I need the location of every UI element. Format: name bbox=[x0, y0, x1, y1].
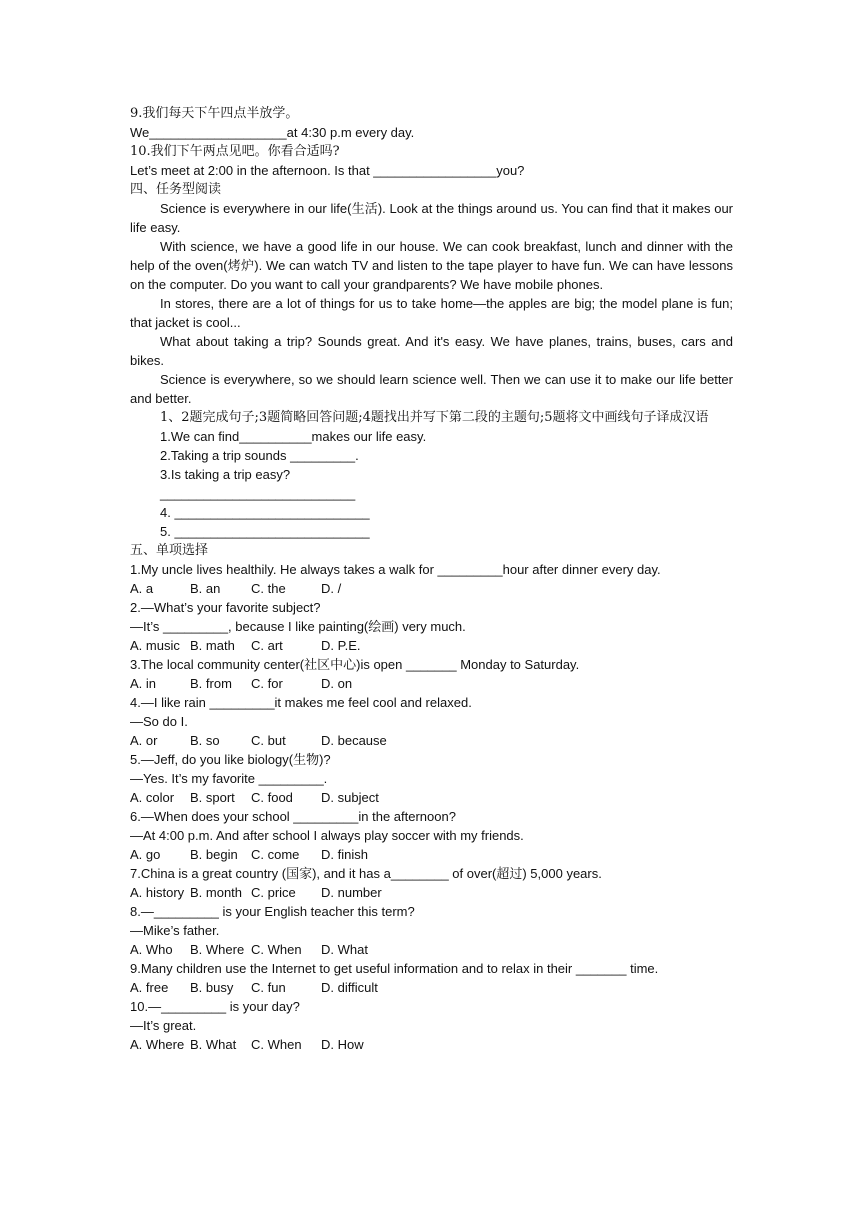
answer-option: A. a bbox=[130, 581, 154, 596]
question-stem: 8.—_________ is your English teacher this term? bbox=[130, 904, 415, 919]
answer-option: A. history bbox=[130, 885, 185, 900]
answer-option: A. music bbox=[130, 638, 180, 653]
answer-options bbox=[130, 940, 733, 959]
translation-item-10-chinese: 10.我们下午两点见吧。你看合适吗? bbox=[130, 144, 340, 159]
task-instruction: 1、2题完成句子;3题简略回答问题;4题找出并写下第二段的主题句;5题将文中画线句子译成汉语 bbox=[160, 410, 709, 425]
answer-option: B. Where bbox=[190, 942, 245, 957]
answer-options bbox=[130, 788, 733, 807]
reading-paragraph: What about taking a trip? Sounds great. And it's easy. We have planes, trains, buses, cars and bikes. bbox=[130, 334, 733, 368]
question-stem: 2.—What’s your favorite subject? bbox=[130, 600, 321, 615]
question-item bbox=[130, 902, 733, 959]
answer-option: D. finish bbox=[321, 847, 368, 862]
answer-option: C. When bbox=[251, 942, 302, 957]
translation-item-9-chinese: 9.我们每天下午四点半放学。 bbox=[130, 106, 299, 121]
answer-option: C. fun bbox=[251, 980, 286, 995]
answer-option: B. an bbox=[190, 581, 221, 596]
translation-item-10-english: Let’s meet at 2:00 in the afternoon. Is that _________________you? bbox=[130, 163, 525, 178]
answer-option: B. busy bbox=[190, 980, 234, 995]
answer-option: D. difficult bbox=[321, 980, 378, 995]
question-stem: 4.—I like rain _________it makes me feel cool and relaxed. bbox=[130, 695, 472, 710]
reading-paragraph: In stores, there are a lot of things for us to take home—the apples are big; the model plane is fun; that jacket is cool... bbox=[130, 296, 733, 330]
answer-option: B. sport bbox=[190, 790, 235, 805]
question-item bbox=[130, 655, 733, 693]
answer-option: D. on bbox=[321, 676, 353, 691]
answer-option: C. price bbox=[251, 885, 296, 900]
translation-section-tail bbox=[130, 104, 733, 180]
answer-options bbox=[130, 1035, 733, 1054]
reading-paragraph: Science is everywhere in our life(生活). Look at the things around us. You can find that it makes our life easy. bbox=[130, 201, 733, 235]
answer-option: A. in bbox=[130, 676, 157, 691]
answer-option: C. the bbox=[251, 581, 286, 596]
answer-option: B. math bbox=[190, 638, 235, 653]
task-question: 3.Is taking a trip easy? bbox=[160, 467, 291, 482]
question-item bbox=[130, 750, 733, 807]
answer-options bbox=[130, 883, 733, 902]
answer-option: D. What bbox=[321, 942, 368, 957]
question-item bbox=[130, 807, 733, 864]
question-dialogue-line: —It’s _________, because I like painting(绘画) very much. bbox=[130, 619, 466, 634]
question-dialogue-line: —It’s great. bbox=[130, 1018, 197, 1033]
question-dialogue-line: —Yes. It’s my favorite _________. bbox=[130, 771, 328, 786]
answer-options bbox=[130, 579, 733, 598]
multiple-choice-section bbox=[130, 541, 733, 1054]
question-stem: 5.—Jeff, do you like biology(生物)? bbox=[130, 752, 331, 767]
answer-option: D. / bbox=[321, 581, 342, 596]
question-stem: 10.—_________ is your day? bbox=[130, 999, 300, 1014]
task-reading-section bbox=[130, 180, 733, 541]
answer-option: B. month bbox=[190, 885, 243, 900]
question-item bbox=[130, 997, 733, 1054]
question-stem: 9.Many children use the Internet to get useful information and to relax in their _______ time. bbox=[130, 961, 659, 976]
answer-options bbox=[130, 978, 733, 997]
task-question: 1.We can find__________makes our life easy. bbox=[160, 429, 427, 444]
task-question: 2.Taking a trip sounds _________. bbox=[160, 448, 359, 463]
answer-option: A. Who bbox=[130, 942, 173, 957]
question-stem: 7.China is a great country (国家), and it has a________ of over(超过) 5,000 years. bbox=[130, 866, 602, 881]
question-item bbox=[130, 959, 733, 997]
task-question: 5. ___________________________ bbox=[160, 524, 370, 539]
question-dialogue-line: —Mike’s father. bbox=[130, 923, 220, 938]
answer-option: A. or bbox=[130, 733, 158, 748]
worksheet-page bbox=[130, 104, 733, 1054]
answer-option: B. What bbox=[190, 1037, 237, 1052]
answer-option: B. from bbox=[190, 676, 232, 691]
question-stem: 1.My uncle lives healthily. He always takes a walk for _________hour after dinner every day. bbox=[130, 562, 661, 577]
question-item bbox=[130, 864, 733, 902]
section-heading: 四、任务型阅读 bbox=[130, 182, 222, 197]
question-dialogue-line: —So do I. bbox=[130, 714, 188, 729]
task-question: 4. ___________________________ bbox=[160, 505, 370, 520]
answer-option: D. subject bbox=[321, 790, 379, 805]
question-item bbox=[130, 693, 733, 750]
answer-option: A. free bbox=[130, 980, 169, 995]
answer-options bbox=[130, 636, 733, 655]
answer-option: A. color bbox=[130, 790, 175, 805]
answer-option: D. P.E. bbox=[321, 638, 361, 653]
answer-option: D. number bbox=[321, 885, 382, 900]
answer-option: D. because bbox=[321, 733, 387, 748]
answer-option: C. When bbox=[251, 1037, 302, 1052]
answer-option: C. come bbox=[251, 847, 300, 862]
answer-options bbox=[130, 731, 733, 750]
answer-option: B. so bbox=[190, 733, 220, 748]
translation-item-9-english: We___________________at 4:30 p.m every day. bbox=[130, 125, 415, 140]
answer-option: A. go bbox=[130, 847, 161, 862]
reading-paragraph: Science is everywhere, so we should learn science well. Then we can use it to make our life better and better. bbox=[130, 372, 733, 406]
question-stem: 3.The local community center(社区中心)is open _______ Monday to Saturday. bbox=[130, 657, 580, 672]
answer-options bbox=[130, 845, 733, 864]
answer-option: C. art bbox=[251, 638, 283, 653]
question-dialogue-line: —At 4:00 p.m. And after school I always play soccer with my friends. bbox=[130, 828, 524, 843]
question-stem: 6.—When does your school _________in the afternoon? bbox=[130, 809, 456, 824]
answer-option: C. food bbox=[251, 790, 293, 805]
answer-option: B. begin bbox=[190, 847, 238, 862]
question-item bbox=[130, 598, 733, 655]
answer-option: C. for bbox=[251, 676, 283, 691]
answer-option: A. Where bbox=[130, 1037, 185, 1052]
question-item bbox=[130, 560, 733, 598]
answer-option: D. How bbox=[321, 1037, 364, 1052]
section-heading: 五、单项选择 bbox=[130, 543, 209, 558]
answer-option: C. but bbox=[251, 733, 286, 748]
answer-options bbox=[130, 674, 733, 693]
answer-line: ___________________________ bbox=[160, 486, 356, 501]
question-list bbox=[130, 560, 733, 1054]
reading-paragraph: With science, we have a good life in our house. We can cook breakfast, lunch and dinner with the help of the oven(烤炉). We can watch TV and listen to the tape player to have fun. We can have lessons on the computer. Do you want to call your grandparents? We have mobile phones. bbox=[130, 239, 733, 292]
